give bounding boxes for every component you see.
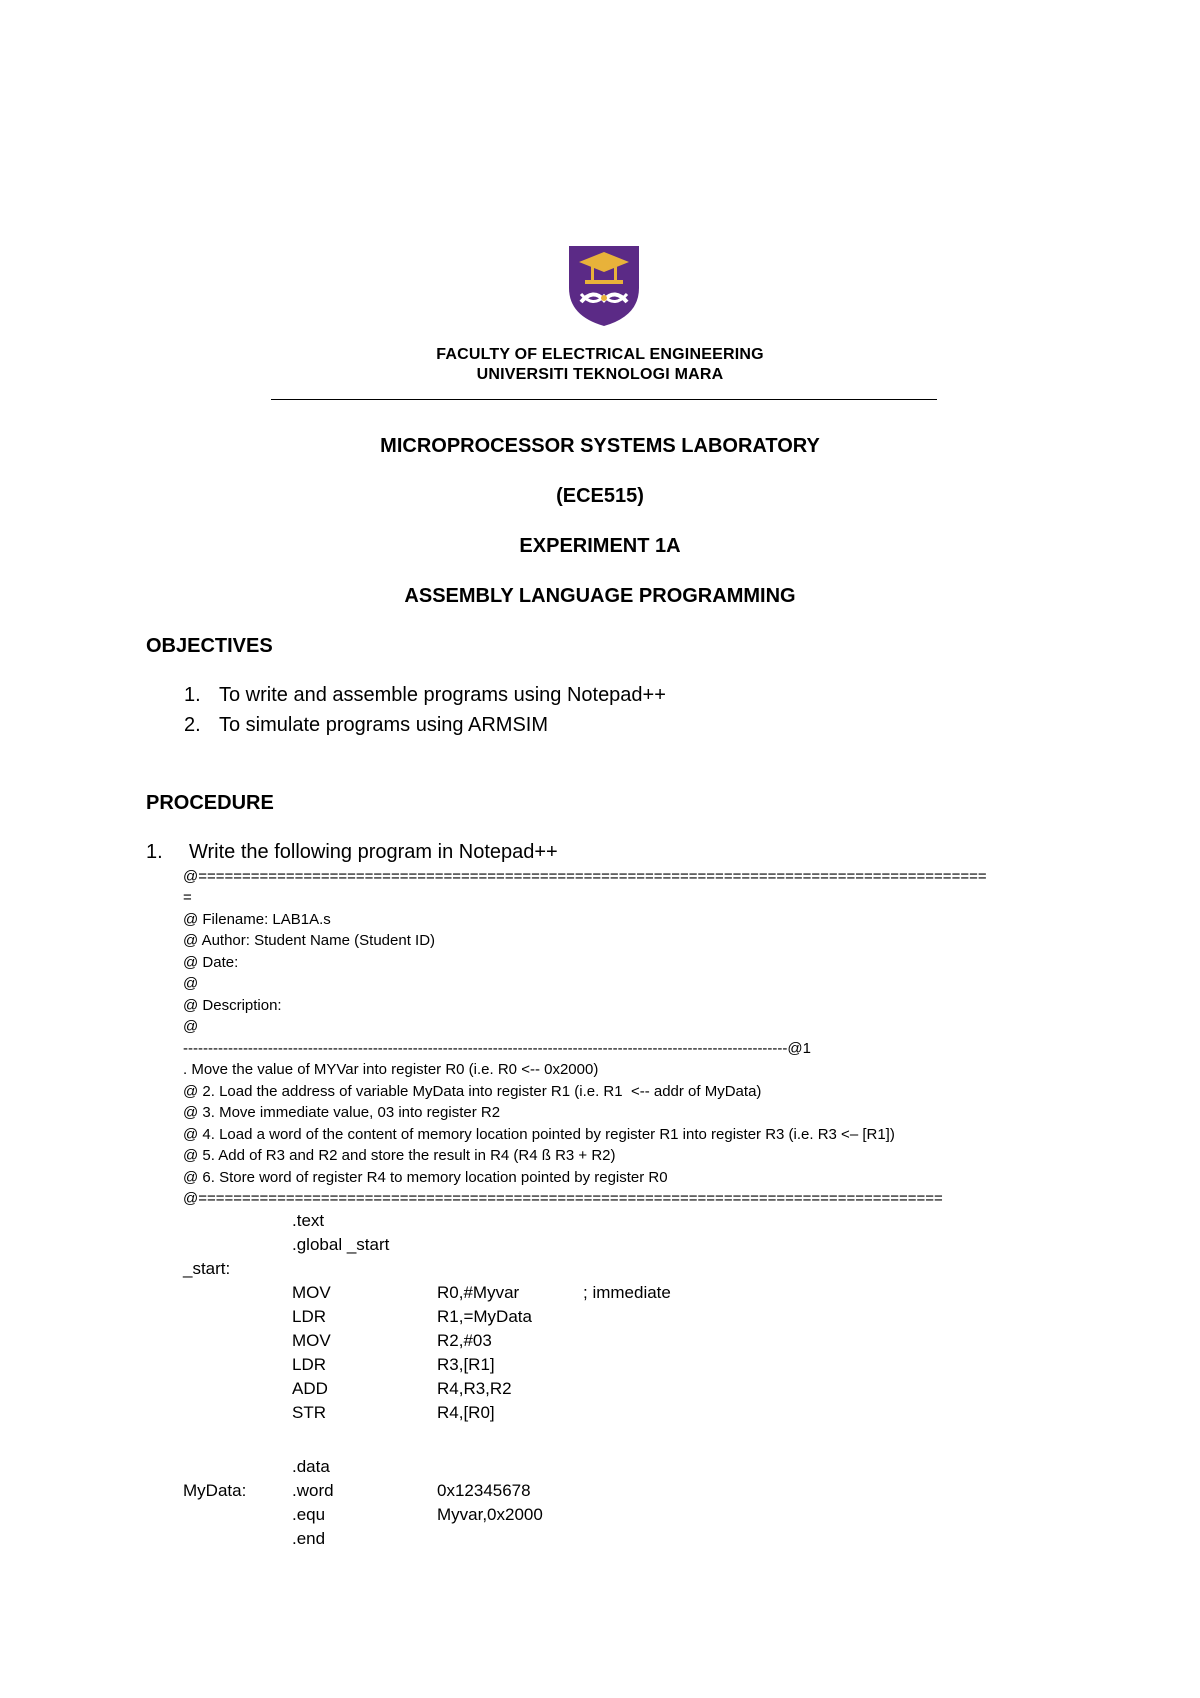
code-operands: R0,#Myvar: [437, 1283, 520, 1302]
comment-line: @ Date:: [183, 954, 239, 971]
code-operands: R4,[R0]: [437, 1403, 495, 1422]
code-opcode: MOV: [292, 1283, 331, 1302]
code-operands: R4,R3,R2: [437, 1379, 512, 1398]
faculty-name: FACULTY OF ELECTRICAL ENGINEERING: [436, 346, 764, 363]
objective-number: 1.: [184, 684, 201, 706]
objective-number: 2.: [184, 714, 201, 736]
code-label: MyData:: [183, 1481, 247, 1500]
comment-line: @==========================================================================================: [183, 868, 987, 885]
comment-line: @ 5. Add of R3 and R2 and store the result in R4 (R4 ß R3 + R2): [183, 1147, 616, 1164]
comment-line: @ 3. Move immediate value, 03 into register R2: [183, 1104, 501, 1121]
code-directive: .global _start: [292, 1235, 390, 1254]
university-name: UNIVERSITI TEKNOLOGI MARA: [476, 366, 724, 383]
code-operands: R2,#03: [437, 1331, 492, 1350]
code-opcode: LDR: [292, 1307, 327, 1326]
code-directive: .data: [292, 1457, 330, 1476]
code-label: _start:: [183, 1259, 231, 1278]
code-operands: R3,[R1]: [437, 1355, 495, 1374]
code-directive: .equ: [292, 1505, 326, 1524]
comment-line: @: [183, 975, 199, 992]
code-operands: R1,=MyData: [437, 1307, 532, 1326]
objectives-heading: OBJECTIVES: [146, 635, 273, 657]
code-opcode: MOV: [292, 1331, 331, 1350]
comment-line: @ 6. Store word of register R4 to memory location pointed by register R0: [183, 1169, 668, 1186]
code-directive: .end: [292, 1529, 326, 1548]
code-operands: 0x12345678: [437, 1481, 531, 1500]
procedure-heading: PROCEDURE: [146, 792, 274, 814]
comment-line: @ 2. Load the address of variable MyData into register R1 (i.e. R1 <-- addr of MyData): [183, 1083, 762, 1100]
lab-title: MICROPROCESSOR SYSTEMS LABORATORY: [380, 435, 820, 457]
course-code: (ECE515): [556, 485, 644, 507]
comment-line: @: [183, 1018, 199, 1035]
comment-line: @ Filename: LAB1A.s: [183, 911, 331, 928]
experiment-title: EXPERIMENT 1A: [519, 535, 681, 557]
uitm-logo: [567, 244, 641, 328]
step-number: 1.: [146, 841, 163, 863]
comment-line: =: [183, 889, 192, 906]
comment-line: . Move the value of MYVar into register R0 (i.e. R0 <-- 0x2000): [183, 1061, 599, 1078]
code-operands: Myvar,0x2000: [437, 1505, 543, 1524]
comment-line: -------------------------------------------------------------------------------------------------------------------------@1: [183, 1040, 811, 1057]
comment-line: @=====================================================================================: [183, 1190, 943, 1207]
objective-text: To simulate programs using ARMSIM: [219, 714, 549, 736]
code-directive: .word: [292, 1481, 334, 1500]
comment-line: @ Author: Student Name (Student ID): [183, 932, 436, 949]
topic-title: ASSEMBLY LANGUAGE PROGRAMMING: [404, 585, 796, 607]
comment-line: @ 4. Load a word of the content of memory location pointed by register R1 into register R3 (i.e. R3 <– [R1]): [183, 1126, 895, 1143]
objective-text: To write and assemble programs using Notepad++: [219, 684, 666, 706]
code-directive: .text: [292, 1211, 325, 1230]
code-comment: ; immediate: [583, 1283, 671, 1302]
comment-line: @ Description:: [183, 997, 282, 1014]
step-text: Write the following program in Notepad++: [189, 841, 558, 863]
header-divider: [271, 399, 937, 400]
code-opcode: STR: [292, 1403, 326, 1422]
code-opcode: LDR: [292, 1355, 327, 1374]
code-opcode: ADD: [292, 1379, 328, 1398]
